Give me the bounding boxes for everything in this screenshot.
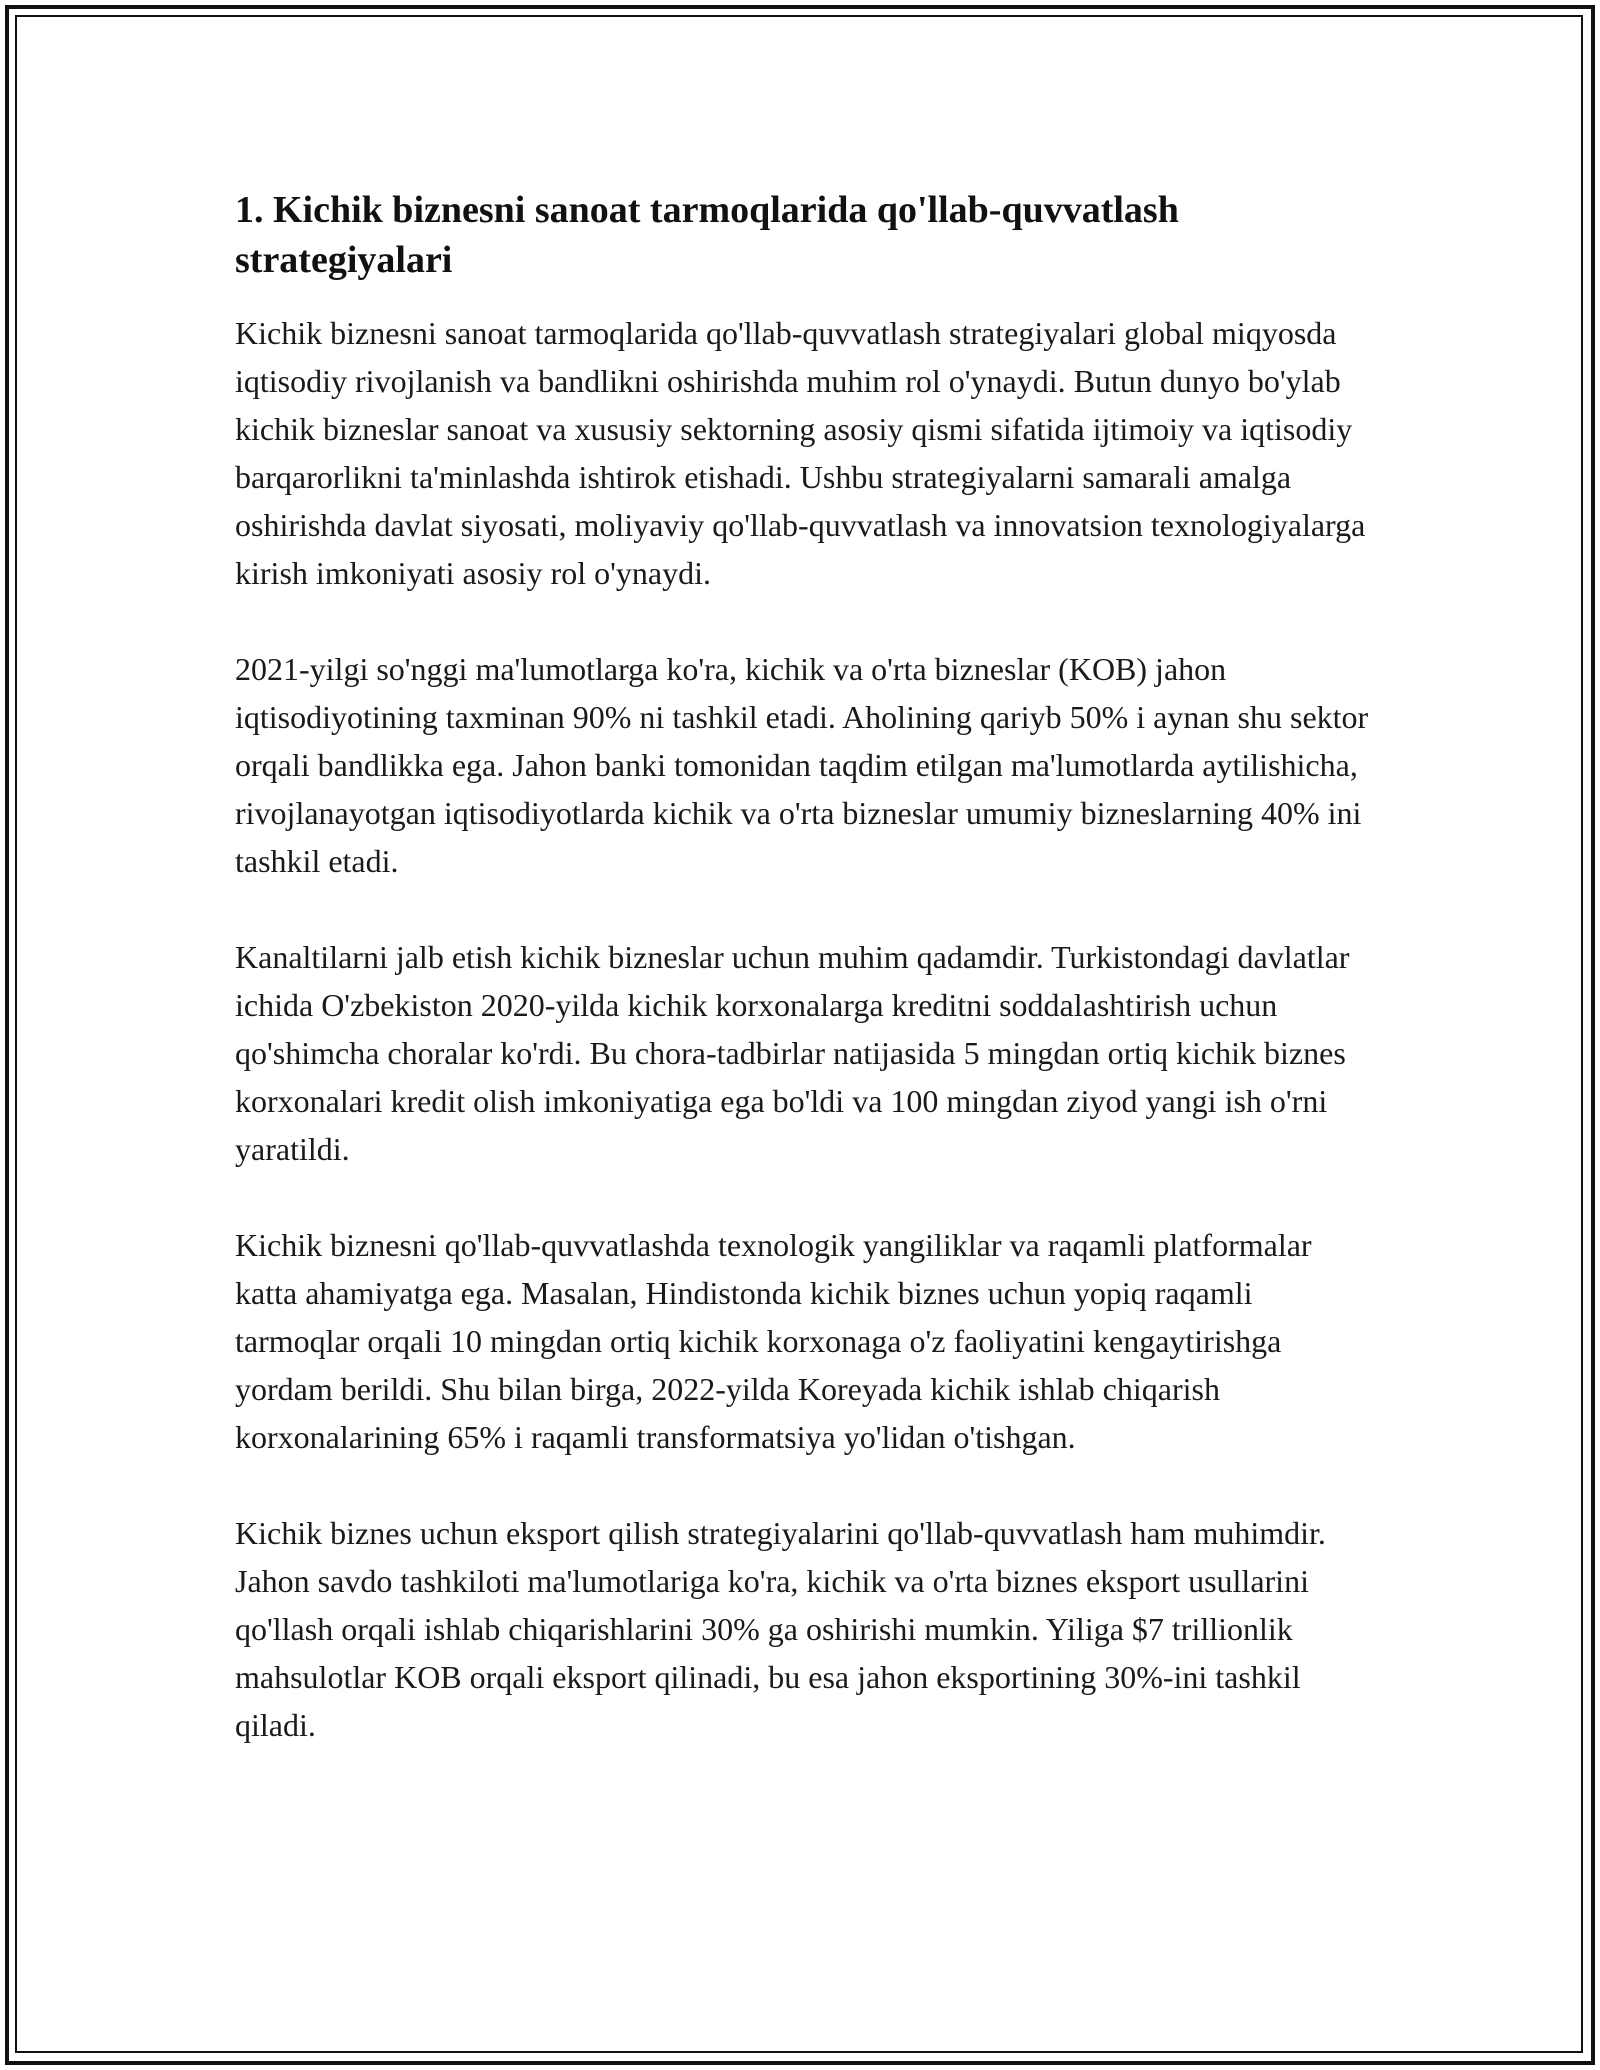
paragraph-technology: Kichik biznesni qo'llab-quvvatlashda texnologik yangiliklar va raqamli platformalar katta ahamiyatga ega. Masalan, Hindistonda kichik biznes uchun yopiq raqamli tarmoqlar orqali 10 mingdan ortiq kichik korxonaga o'z faoliyatini kengaytirishga yordam berildi. Shu bilan birga, 2022-yilda Koreyada kichik ishlab chiqarish korxonalarining 65% i raqamli transformatsiya yo'lidan o'tishgan. xyxy=(235,1227,1312,1455)
document-body xyxy=(235,185,1370,1797)
section-heading: 1. Kichik biznesni sanoat tarmoqlarida qo'llab-quvvatlash strategiyalari xyxy=(235,189,1179,281)
paragraph-credit: Kanaltilarni jalb etish kichik bizneslar uchun muhim qadamdir. Turkistondagi davlatlar ichida O'zbekiston 2020-yilda kichik korxonalarga kreditni soddalashtirish uchun qo'shimcha choralar ko'rdi. Bu chora-tadbirlar natijasida 5 mingdan ortiq kichik biznes korxonalari kredit olish imkoniyatiga ega bo'ldi va 100 mingdan ziyod yangi ish o'rni yaratildi. xyxy=(235,939,1350,1167)
paragraph-statistics: 2021-yilgi so'nggi ma'lumotlarga ko'ra, kichik va o'rta bizneslar (KOB) jahon iqtisodiyotining taxminan 90% ni tashkil etadi. Aholining qariyb 50% i aynan shu sektor orqali bandlikka ega. Jahon banki tomonidan taqdim etilgan ma'lumotlarda aytilishicha, rivojlanayotgan iqtisodiyotlarda kichik va o'rta bizneslar umumiy bizneslarning 40% ini tashkil etadi. xyxy=(235,651,1369,879)
paragraph-export: Kichik biznes uchun eksport qilish strategiyalarini qo'llab-quvvatlash ham muhimdir. Jahon savdo tashkiloti ma'lumotlariga ko'ra, kichik va o'rta biznes eksport usullarini qo'llash orqali ishlab chiqarishlarini 30% ga oshirishi mumkin. Yiliga $7 trillionlik mahsulotlar KOB orqali eksport qilinadi, bu esa jahon eksportining 30%-ini tashkil qiladi. xyxy=(235,1515,1326,1743)
paragraph-intro: Kichik biznesni sanoat tarmoqlarida qo'llab-quvvatlash strategiyalari global miqyosda iqtisodiy rivojlanish va bandlikni oshirishda muhim rol o'ynaydi. Butun dunyo bo'ylab kichik bizneslar sanoat va xususiy sektorning asosiy qismi sifatida ijtimoiy va iqtisodiy barqarorlikni ta'minlashda ishtirok etishadi. Ushbu strategiyalarni samarali amalga oshirishda davlat siyosati, moliyaviy qo'llab-quvvatlash va innovatsion texnologiyalarga kirish imkoniyati asosiy rol o'ynaydi. xyxy=(235,315,1366,591)
